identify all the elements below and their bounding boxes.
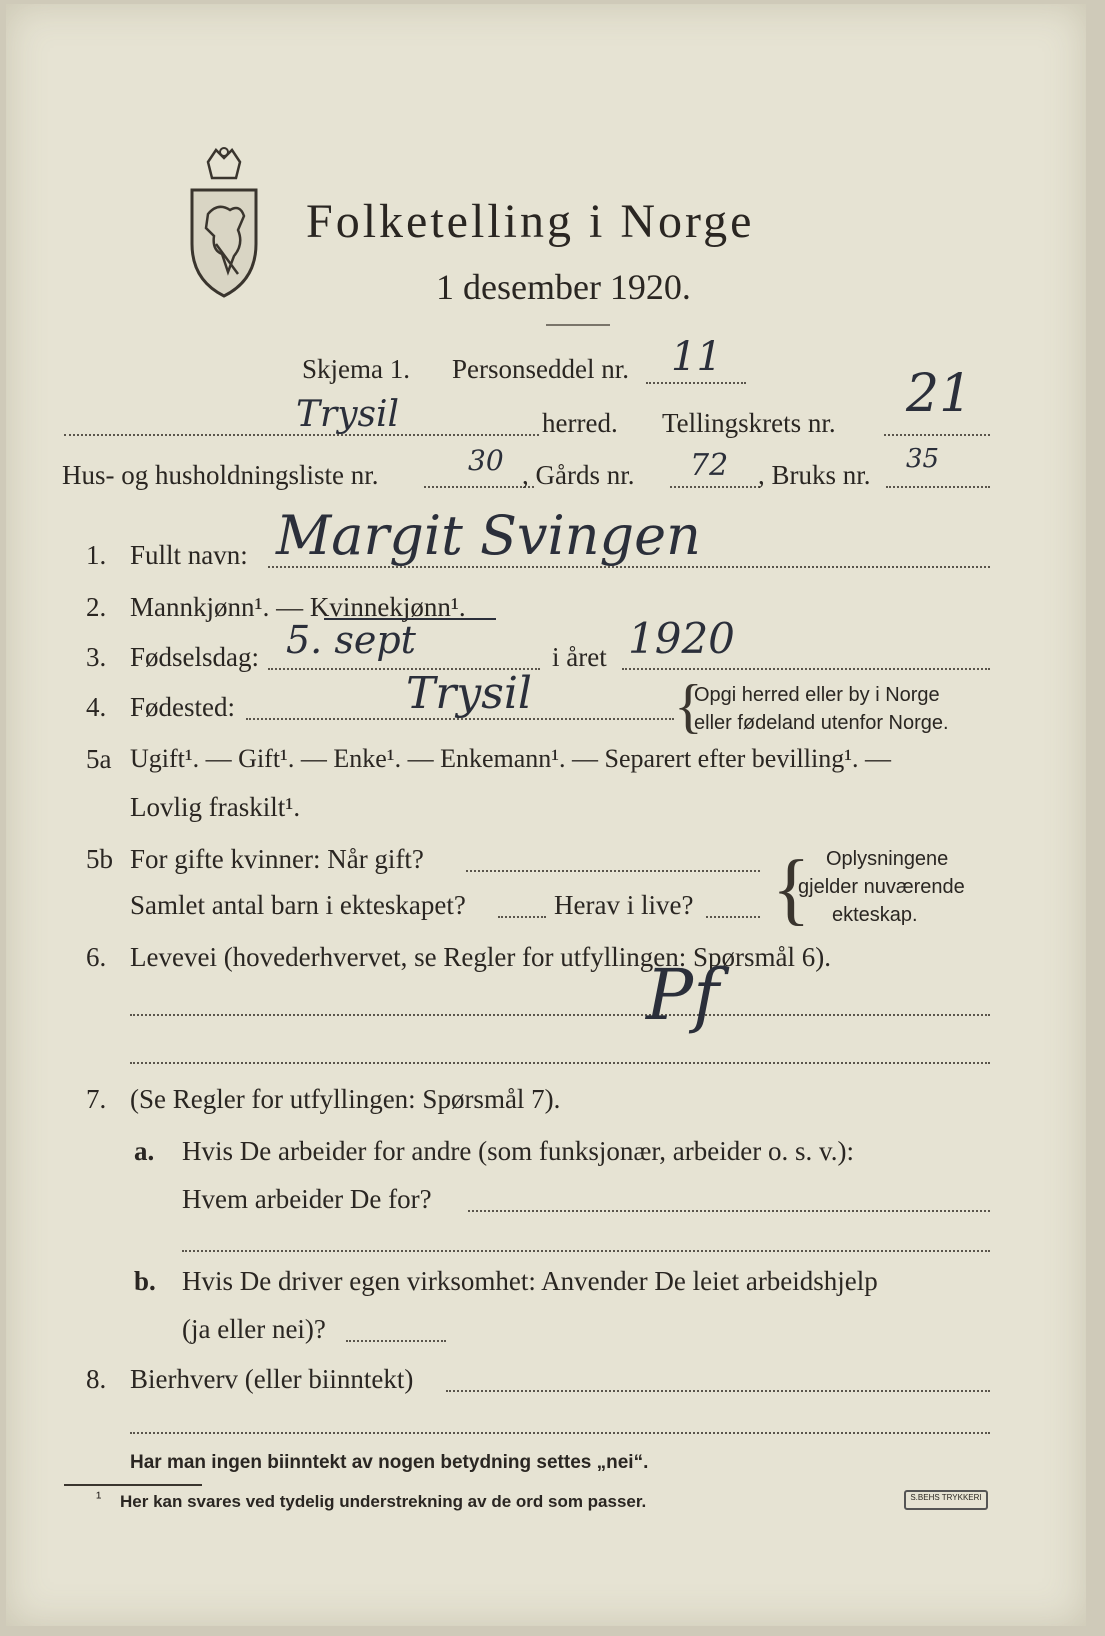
bruks-value: 35 [906,444,940,474]
personseddel-label: Personseddel nr. [452,354,629,384]
tellingskrets-label: Tellingskrets nr. [662,408,836,438]
footnote-mark: ¹ [96,1490,102,1507]
q7b-line-2: (ja eller nei)? [182,1314,326,1344]
q7-number: 7. [86,1084,107,1114]
q4-number: 4. [86,692,107,722]
birthday-value: 5. sept [286,618,416,662]
q1-number: 1. [86,540,107,570]
biinntekt-note: Har man ingen biinntekt av nogen betydning settes „nei“. [130,1452,649,1473]
q7b-letter: b. [134,1266,156,1296]
footnote-rule [64,1484,202,1486]
tellingskrets-value: 21 [906,364,973,424]
q6-number: 6. [86,942,107,972]
hus-label: Hus- og husholdningsliste nr. [62,460,379,490]
bruks-label: , Bruks nr. [758,460,871,490]
occupation-value: Pf [646,954,720,1036]
birthplace-value: Trysil [406,668,532,719]
q8-line-1 [446,1390,990,1392]
herred-label: herred. [542,408,618,438]
q6-line-1 [130,1014,990,1016]
coat-of-arms-icon [178,144,270,304]
q5a-line-1: Ugift¹. — Gift¹. — Enke¹. — Enkemann¹. — Separert efter bevilling¹. — [130,744,892,773]
q5a-line-2: Lovlig fraskilt¹. [130,792,301,822]
full-name-value: Margit Svingen [276,504,701,567]
q3-label: Fødselsdag: [130,642,260,672]
q4-label: Fødested: [130,692,235,722]
personseddel-line [646,382,746,384]
q7a-line-1: Hvis De arbeider for andre (som funksjonær, arbeider o. s. v.): [182,1136,854,1166]
birth-year-value: 1920 [628,614,735,663]
q5b-herav: Herav i live? [554,890,694,920]
q1-label: Fullt navn: [130,540,248,570]
q7a-letter: a. [134,1136,155,1166]
q2-label: Mannkjønn¹. — Kvinnekjønn¹. [130,592,466,622]
q8-number: 8. [86,1364,107,1394]
q6-label: Levevei (hovederhvervet, se Regler for utfyllingen: Spørsmål 6). [130,942,832,972]
q4-brace: { [674,673,703,739]
footnote-text: Her kan svares ved tydelig understrekning av de ord som passer. [120,1492,647,1511]
hus-value: 30 [468,444,504,477]
q4-note-1: Opgi herred eller by i Norge [694,684,940,706]
skjema-label: Skjema 1. [302,354,410,384]
q5b-note-2: gjelder nuværende [798,876,965,898]
q8-line-2 [130,1432,990,1434]
q5b-number: 5b [86,844,113,874]
q5b-line-1: For gifte kvinner: Når gift? [130,844,424,874]
q8-label: Bierhverv (eller biinntekt) [130,1364,414,1394]
bruks-line [886,486,990,488]
personseddel-value: 11 [671,334,722,380]
q7-label: (Se Regler for utfyllingen: Spørsmål 7). [130,1084,561,1114]
q7b-line [346,1340,446,1342]
q5a-number: 5a [86,744,112,774]
q5b-note-3: ekteskap. [832,904,918,926]
tellingskrets-line [884,434,990,436]
q7b-line-1: Hvis De driver egen virksomhet: Anvender De leiet arbeidshjelp [182,1266,878,1296]
q3-number: 3. [86,642,107,672]
form-title: Folketelling i Norge [306,195,755,248]
q5b-when-line [466,870,760,872]
q5b-children-line [498,916,546,918]
q3-year-line [622,668,990,670]
census-form [6,4,1086,1626]
q5b-brace: { [772,845,811,933]
q7a-employer-line [468,1210,990,1212]
q4-note-2: eller fødeland utenfor Norge. [694,712,949,734]
hus-line [424,486,534,488]
q7a-extra-line [182,1250,990,1252]
q7a-line-2: Hvem arbeider De for? [182,1184,432,1214]
q3-year-label: i året [552,642,607,672]
gards-line [670,486,760,488]
printer-stamp: S.BEHS TRYKKERI [904,1490,988,1510]
title-divider [546,324,610,326]
gards-value: 72 [690,448,729,483]
q2-number: 2. [86,592,107,622]
q5b-line-2: Samlet antal barn i ekteskapet? [130,890,466,920]
q6-line-2 [130,1062,990,1064]
q5b-alive-line [706,916,760,918]
census-date: 1 desember 1920. [436,267,691,307]
herred-value: Trysil [296,394,400,435]
q5b-note-1: Oplysningene [826,848,949,870]
gards-label: , Gårds nr. [522,460,635,490]
